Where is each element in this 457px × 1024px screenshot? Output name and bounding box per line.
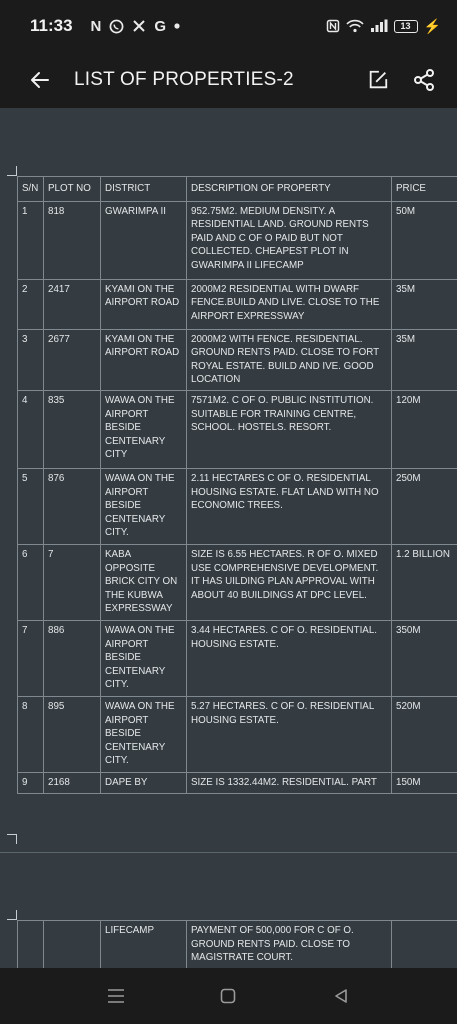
cell-plot-no: 835 <box>44 390 101 468</box>
cell-sn: 7 <box>18 620 44 696</box>
wifi-icon <box>346 19 364 33</box>
cell-sn: 2 <box>18 279 44 329</box>
cell-price: 35M <box>392 279 457 329</box>
arrow-left-icon <box>28 68 52 92</box>
cell-district: KYAMI ON THE AIRPORT ROAD <box>101 329 187 390</box>
menu-lines-icon <box>107 988 125 1004</box>
table-row <box>18 772 457 793</box>
google-notification-icon: G <box>154 17 167 35</box>
cell-plot-no: 876 <box>44 468 101 544</box>
cell-district: LIFECAMP <box>101 921 187 969</box>
table-row <box>18 544 457 620</box>
cell-district: WAWA ON THE AIRPORT BESIDE CENTENARY CITY. <box>101 696 187 772</box>
cell-plot-no: 895 <box>44 696 101 772</box>
nfc-icon <box>326 19 340 33</box>
properties-table <box>17 176 457 794</box>
cell-district: WAWA ON THE AIRPORT BESIDE CENTENARY CITY. <box>101 620 187 696</box>
cell-plot-no: 886 <box>44 620 101 696</box>
cell-sn: 8 <box>18 696 44 772</box>
cell-description: 2000M2 RESIDENTIAL WITH DWARF FENCE.BUILD AND LIVE. CLOSE TO THE AIRPORT EXPRESSWAY <box>187 279 392 329</box>
system-navigation-bar <box>0 968 457 1024</box>
page-divider <box>0 852 457 853</box>
page-crop-mark <box>7 834 17 844</box>
cell-sn: 3 <box>18 329 44 390</box>
header-description: DESCRIPTION OF PROPERTY <box>187 177 392 202</box>
table-row <box>18 201 457 279</box>
triangle-back-icon <box>333 988 349 1004</box>
app-bar <box>0 52 457 108</box>
cell-plot-no: 2417 <box>44 279 101 329</box>
cell-price: 35M <box>392 329 457 390</box>
whatsapp-notification-icon <box>109 19 124 34</box>
notification-icons <box>91 18 181 35</box>
document-viewer[interactable] <box>0 108 457 968</box>
cell-description: 7571M2. C OF O. PUBLIC INSTITUTION. SUITABLE FOR TRAINING CENTRE, SCHOOL. HOSTELS. RESORT. <box>187 390 392 468</box>
signal-icon <box>370 19 388 33</box>
cell-price: 350M <box>392 620 457 696</box>
status-bar <box>0 0 457 52</box>
header-price: PRICE <box>392 177 457 202</box>
cell-sn: 9 <box>18 772 44 793</box>
table-row <box>18 696 457 772</box>
cell-price: 150M <box>392 772 457 793</box>
cell-sn: 1 <box>18 201 44 279</box>
table-row <box>18 620 457 696</box>
share-icon <box>412 68 436 92</box>
cell-description: 5.27 HECTARES. C OF O. RESIDENTIAL HOUSING ESTATE. <box>187 696 392 772</box>
table-row <box>18 390 457 468</box>
cell-district: KYAMI ON THE AIRPORT ROAD <box>101 279 187 329</box>
cell-description: 2.11 HECTARES C OF O. RESIDENTIAL HOUSING ESTATE. FLAT LAND WITH NO ECONOMIC TREES. <box>187 468 392 544</box>
cell-plot-no: 2168 <box>44 772 101 793</box>
table-row <box>18 279 457 329</box>
back-button[interactable] <box>12 52 68 108</box>
properties-table-continued <box>17 920 457 968</box>
cell-sn: 5 <box>18 468 44 544</box>
table-row <box>18 468 457 544</box>
cell-description: 952.75M2. MEDIUM DENSITY. A RESIDENTIAL LAND. GROUND RENTS PAID AND C OF O PAID BUT NOT COLLECTED. CHEAPEST PLOT IN GWARIMPA II LIFECAMP <box>187 201 392 279</box>
cell-price: 520M <box>392 696 457 772</box>
header-plot-no: PLOT NO <box>44 177 101 202</box>
battery-icon: 13 <box>394 20 418 33</box>
cell-plot-no <box>44 921 101 969</box>
x-notification-icon <box>132 19 146 33</box>
header-sn: S/N <box>18 177 44 202</box>
cell-district: WAWA ON THE AIRPORT BESIDE CENTENARY CITY <box>101 390 187 468</box>
cell-price: 120M <box>392 390 457 468</box>
cell-description: PAYMENT OF 500,000 FOR C OF O. GROUND RENTS PAID. CLOSE TO MAGISTRATE COURT. <box>187 921 392 969</box>
cell-description: 3.44 HECTARES. C OF O. RESIDENTIAL. HOUSING ESTATE. <box>187 620 392 696</box>
system-status-icons <box>326 18 441 35</box>
home-button[interactable] <box>208 976 248 1016</box>
page-title: LIST OF PROPERTIES-2 <box>74 69 294 90</box>
more-notifications-dot-icon <box>174 23 180 29</box>
table-row <box>18 329 457 390</box>
table-row <box>18 921 457 969</box>
netflix-notification-icon: N <box>90 17 102 35</box>
cell-sn: 4 <box>18 390 44 468</box>
cell-price: 250M <box>392 468 457 544</box>
cell-description: SIZE IS 6.55 HECTARES. R OF O. MIXED USE COMPREHENSIVE DEVELOPMENT. IT HAS UILDING PLAN APPROVAL WITH ABOUT 40 BUILDINGS AT DPC LEVEL. <box>187 544 392 620</box>
status-time: 11:33 <box>30 16 73 35</box>
cell-district: DAPE BY <box>101 772 187 793</box>
cell-price <box>392 921 457 969</box>
cell-sn: 6 <box>18 544 44 620</box>
cell-plot-no: 2677 <box>44 329 101 390</box>
edit-button[interactable] <box>365 67 391 93</box>
page-crop-mark <box>7 166 17 176</box>
page-crop-mark <box>7 910 17 920</box>
cell-district: WAWA ON THE AIRPORT BESIDE CENTENARY CITY. <box>101 468 187 544</box>
header-district: DISTRICT <box>101 177 187 202</box>
charging-icon: ⚡ <box>423 17 441 34</box>
edit-icon <box>367 69 389 91</box>
table-header-row <box>18 177 457 202</box>
recents-button[interactable] <box>96 976 136 1016</box>
cell-description: 2000M2 WITH FENCE. RESIDENTIAL. GROUND RENTS PAID. CLOSE TO FORT ROYAL ESTATE. BUILD AND IVE. GOOD LOCATION <box>187 329 392 390</box>
cell-price: 50M <box>392 201 457 279</box>
cell-sn <box>18 921 44 969</box>
cell-plot-no: 818 <box>44 201 101 279</box>
home-square-icon <box>220 988 236 1004</box>
cell-plot-no: 7 <box>44 544 101 620</box>
share-button[interactable] <box>411 67 437 93</box>
cell-description: SIZE IS 1332.44M2. RESIDENTIAL. PART <box>187 772 392 793</box>
cell-district: KABA OPPOSITE BRICK CITY ON THE KUBWA EXPRESSWAY <box>101 544 187 620</box>
cell-district: GWARIMPA II <box>101 201 187 279</box>
system-back-button[interactable] <box>321 976 361 1016</box>
cell-price: 1.2 BILLION <box>392 544 457 620</box>
